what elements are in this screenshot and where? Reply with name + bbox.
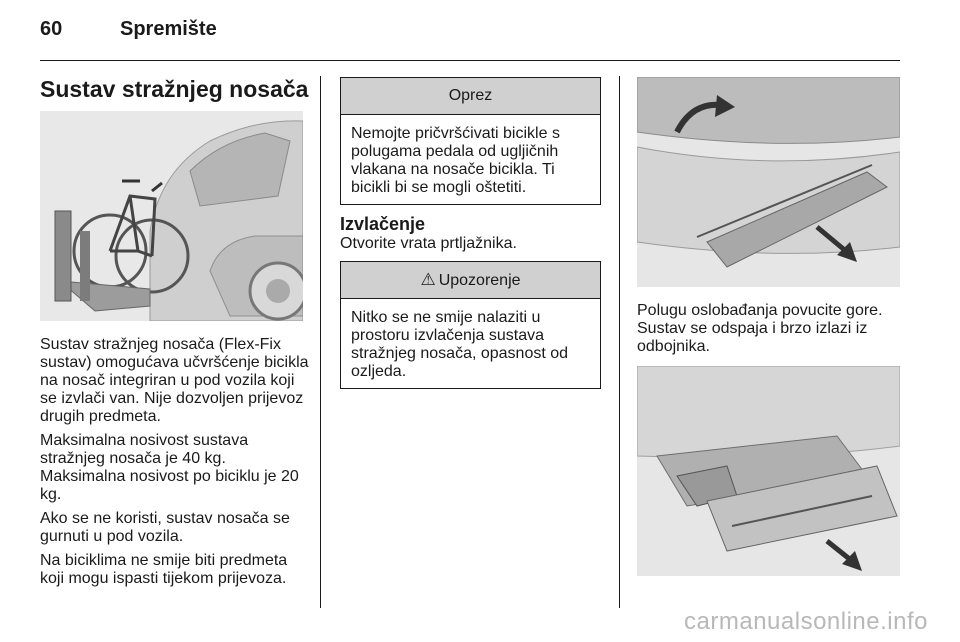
warning-box <box>340 261 601 389</box>
release-lever-illustration <box>637 77 900 287</box>
caution-title: Oprez <box>341 78 600 115</box>
paragraph: Maksimalna nosivost sustava stražnjeg nosača je 40 kg. Maksimalna nosivost po biciklu je 20 kg. <box>40 432 299 503</box>
warning-text: Nitko se ne smije nalaziti u prostoru izvlačenja sustava stražnjeg nosača, opasnost od ozljeda. <box>351 309 569 380</box>
warning-icon: ⚠ <box>420 270 436 289</box>
paragraph: Na biciklima ne smije biti predmeta koji mogu ispasti tijekom prijevoza. <box>40 552 288 587</box>
extended-carrier-illustration <box>637 366 900 576</box>
watermark: carmanualsonline.info <box>684 608 928 635</box>
header-rule <box>40 60 900 61</box>
column-divider-left <box>320 76 321 608</box>
bike-carrier-illustration <box>40 111 303 321</box>
column1-body <box>40 336 312 594</box>
section-title: Spremište <box>120 18 217 40</box>
paragraph: Ako se ne koristi, sustav nosača se gurnuti u pod vozila. <box>40 510 290 545</box>
paragraph: Sustav stražnjeg nosača (Flex-Fix sustav) omogućava učvršćenje bicikla na nosač integriran u pod vozila koji se izvlači van. Nije dozvoljen prijevoz drugih predmeta. <box>40 336 309 425</box>
warning-header <box>341 262 600 299</box>
column-divider-right <box>619 76 620 608</box>
page-number: 60 <box>40 18 63 40</box>
caution-box <box>340 77 601 205</box>
caution-text: Nemojte pričvršćivati bicikle s polugama pedala od ugljičnih vlakana na nosače bicikla. Ti bicikli bi se mogli oštetiti. <box>351 125 560 196</box>
instruction-open-tailgate: Otvorite vrata prtljažnika. <box>340 235 517 252</box>
subheading: Izvlačenje <box>340 214 426 234</box>
instruction-release-lever: Polugu oslobađanja povucite gore. Sustav se odspaja i brzo izlazi iz odbojnika. <box>637 302 883 355</box>
page-title: Sustav stražnjeg nosača <box>40 76 309 102</box>
warning-title: Upozorenje <box>438 272 521 289</box>
